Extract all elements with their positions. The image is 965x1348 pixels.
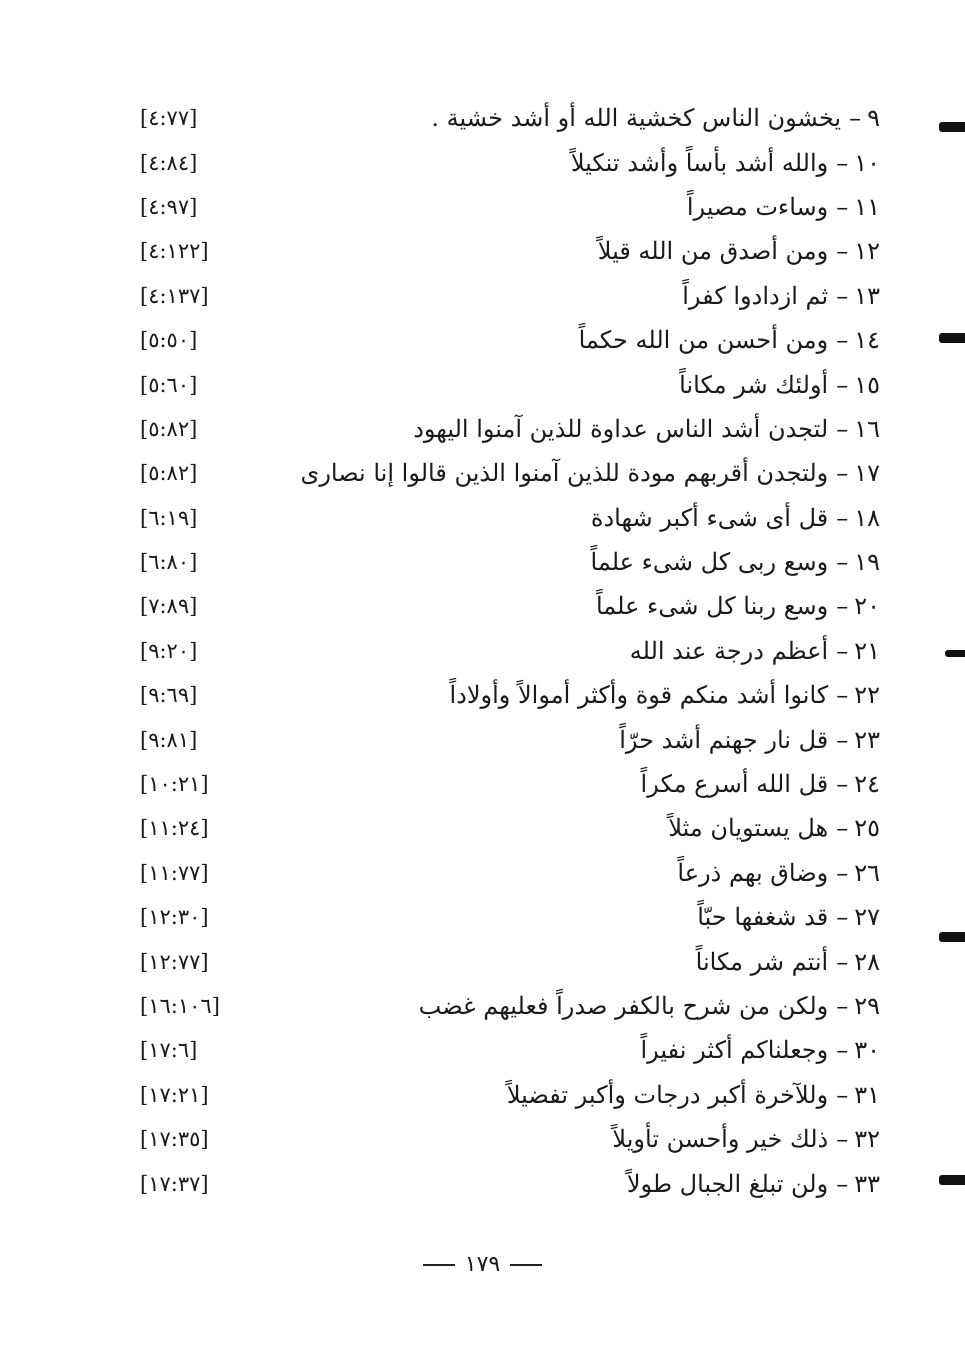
- verse-list: [140, 96, 880, 1206]
- entry-number: ٢٣: [854, 725, 880, 754]
- verse-text: قل الله أسرع مكراً: [640, 770, 829, 799]
- verse-reference: [١٢:٣٠]: [140, 905, 209, 930]
- list-item: [140, 1117, 880, 1161]
- entry-number: ١٣: [854, 281, 880, 310]
- scan-margin-mark: [939, 333, 965, 343]
- verse-text: لتجدن أشد الناس عداوة للذين آمنوا اليهود: [413, 414, 829, 443]
- verse-reference: [٥:٥٠]: [140, 328, 198, 353]
- list-item: [140, 540, 880, 584]
- verse-reference: [١٧:٢١]: [140, 1082, 209, 1107]
- list-item: [140, 629, 880, 673]
- entry-number: ٩: [867, 104, 880, 133]
- page-footer: [0, 1252, 965, 1277]
- entry-number: ١٢: [854, 237, 880, 266]
- verse-text: وسع ربنا كل شىء علماً: [595, 592, 829, 621]
- verse-reference: [٩:٢٠]: [140, 638, 198, 663]
- entry-number: ٣٠: [854, 1036, 880, 1065]
- footer-rule-right: [510, 1264, 542, 1266]
- list-item: [140, 584, 880, 628]
- verse-text-line: ١١–وساءت مصيراً: [686, 192, 880, 221]
- entry-number: ٣٢: [854, 1125, 880, 1154]
- verse-reference: [١٢:٧٧]: [140, 949, 209, 974]
- verse-reference: [١٠:٢١]: [140, 772, 209, 797]
- verse-reference: [٧:٨٩]: [140, 594, 198, 619]
- list-item: [140, 939, 880, 983]
- verse-reference: [١٧:٣٥]: [140, 1127, 209, 1152]
- entry-number: ٢٥: [854, 814, 880, 843]
- verse-text-line: ٢٢–كانوا أشد منكم قوة وأكثر أموالاً وأولاداً: [449, 681, 880, 710]
- entry-number: ١١: [854, 192, 880, 221]
- verse-text: ولتجدن أقربهم مودة للذين آمنوا الذين قالوا إنا نصارى: [300, 459, 829, 488]
- list-item: [140, 451, 880, 495]
- list-item: [140, 1161, 880, 1205]
- entry-number: ١٠: [854, 148, 880, 177]
- verse-reference: [٥:٨٢]: [140, 416, 198, 441]
- verse-text-line: ١٣–ثم ازدادوا كفراً: [682, 281, 880, 310]
- verse-text-line: ١٢–ومن أصدق من الله قيلاً: [597, 237, 880, 266]
- verse-reference: [٦:١٩]: [140, 505, 198, 530]
- entry-number: ٢٦: [854, 858, 880, 887]
- verse-text: ولكن من شرح بالكفر صدراً فعليهم غضب: [418, 992, 829, 1020]
- verse-text-line: ٢٩–ولكن من شرح بالكفر صدراً فعليهم غضب: [418, 992, 880, 1020]
- verse-text-line: ١٥–أولئك شر مكاناً: [679, 370, 880, 399]
- verse-text-line: ٢٤–قل الله أسرع مكراً: [640, 770, 880, 799]
- entry-number: ١٩: [854, 548, 880, 577]
- verse-text: وضاق بهم ذرعاً: [677, 858, 829, 887]
- verse-text-line: ٣٢–ذلك خير وأحسن تأويلاً: [612, 1125, 880, 1154]
- verse-text-line: ٢٥–هل يستويان مثلاً: [668, 814, 880, 843]
- verse-text: ومن أحسن من الله حكماً: [578, 326, 829, 355]
- verse-reference: [٤:١٣٧]: [140, 283, 209, 308]
- list-item: [140, 673, 880, 717]
- verse-reference: [١٦:١٠٦]: [140, 994, 220, 1018]
- scan-margin-mark: [939, 122, 965, 132]
- list-item: [140, 185, 880, 229]
- list-item: [140, 1028, 880, 1072]
- verse-text: كانوا أشد منكم قوة وأكثر أموالاً وأولاداً: [449, 681, 829, 710]
- entry-number: ٣١: [854, 1080, 880, 1109]
- verse-text: وساءت مصيراً: [686, 192, 829, 221]
- verse-text: ومن أصدق من الله قيلاً: [597, 237, 829, 266]
- verse-reference: [٩:٨١]: [140, 727, 198, 752]
- scan-margin-mark: [939, 1175, 965, 1185]
- verse-text-line: ١٩–وسع ربى كل شىء علماً: [590, 548, 880, 577]
- verse-text: ذلك خير وأحسن تأويلاً: [612, 1125, 829, 1154]
- verse-reference: [١٧:٦]: [140, 1038, 198, 1063]
- list-item: [140, 407, 880, 451]
- list-item: [140, 806, 880, 850]
- verse-text: أعظم درجة عند الله: [629, 636, 829, 665]
- verse-text-line: ٢٠–وسع ربنا كل شىء علماً: [595, 592, 880, 621]
- verse-text-line: ٣١–وللآخرة أكبر درجات وأكبر تفضيلاً: [506, 1080, 880, 1109]
- verse-text: ولن تبلغ الجبال طولاً: [626, 1169, 829, 1198]
- list-item: [140, 851, 880, 895]
- verse-text: وسع ربى كل شىء علماً: [590, 548, 829, 577]
- verse-text: قد شغفها حبّاً: [697, 903, 829, 932]
- verse-text: أولئك شر مكاناً: [679, 370, 829, 399]
- verse-text: هل يستويان مثلاً: [668, 814, 829, 843]
- entry-number: ٢١: [854, 636, 880, 665]
- verse-reference: [٩:٦٩]: [140, 683, 198, 708]
- list-item: [140, 274, 880, 318]
- verse-text: أنتم شر مكاناً: [695, 947, 829, 976]
- list-item: [140, 984, 880, 1028]
- scan-margin-mark: [939, 932, 965, 942]
- verse-text-line: ٣٠–وجعلناكم أكثر نفيراً: [640, 1036, 880, 1065]
- list-item: [140, 318, 880, 362]
- verse-reference: [١١:٧٧]: [140, 860, 209, 885]
- entry-number: ٣٣: [854, 1169, 880, 1198]
- list-item: [140, 140, 880, 184]
- entry-number: ٢٢: [854, 681, 880, 710]
- list-item: [140, 895, 880, 939]
- verse-reference: [٥:٦٠]: [140, 372, 198, 397]
- verse-text-line: ١٨–قل أى شىء أكبر شهادة: [590, 503, 880, 532]
- list-item: [140, 1073, 880, 1117]
- verse-text: وللآخرة أكبر درجات وأكبر تفضيلاً: [506, 1080, 829, 1109]
- list-item: [140, 229, 880, 273]
- entry-number: ٢٧: [854, 903, 880, 932]
- verse-reference: [١٧:٣٧]: [140, 1171, 209, 1196]
- list-item: [140, 762, 880, 806]
- entry-number: ١٥: [854, 370, 880, 399]
- verse-text-line: ١٧–ولتجدن أقربهم مودة للذين آمنوا الذين قالوا إنا نصارى: [300, 459, 880, 488]
- verse-reference: [٤:٧٧]: [140, 106, 198, 131]
- verse-text-line: ١٦–لتجدن أشد الناس عداوة للذين آمنوا اليهود: [413, 414, 880, 443]
- entry-number: ١٧: [854, 459, 880, 488]
- verse-reference: [٥:٨٢]: [140, 461, 198, 486]
- verse-text-line: ٩–يخشون الناس كخشية الله أو أشد خشية .: [431, 104, 880, 133]
- verse-reference: [٦:٨٠]: [140, 550, 198, 575]
- verse-reference: [٤:١٢٢]: [140, 239, 209, 264]
- entry-number: ٢٠: [854, 592, 880, 621]
- verse-text: ثم ازدادوا كفراً: [682, 281, 829, 310]
- footer-rule-left: [423, 1264, 455, 1266]
- verse-text-line: ٢٨–أنتم شر مكاناً: [695, 947, 880, 976]
- verse-text-line: ١٤–ومن أحسن من الله حكماً: [578, 326, 880, 355]
- verse-reference: [١١:٢٤]: [140, 816, 209, 841]
- entry-number: ٢٩: [854, 992, 880, 1020]
- verse-text-line: ٢٦–وضاق بهم ذرعاً: [677, 858, 880, 887]
- verse-text-line: ٣٣–ولن تبلغ الجبال طولاً: [626, 1169, 880, 1198]
- verse-text: وجعلناكم أكثر نفيراً: [640, 1036, 829, 1065]
- list-item: [140, 496, 880, 540]
- list-item: [140, 362, 880, 406]
- entry-number: ١٦: [854, 414, 880, 443]
- verse-text-line: ١٠–والله أشد بأساً وأشد تنكيلاً: [570, 148, 880, 177]
- verse-text: قل نار جهنم أشد حرّاً: [619, 725, 829, 754]
- verse-text: والله أشد بأساً وأشد تنكيلاً: [570, 148, 829, 177]
- verse-text-line: ٢٧–قد شغفها حبّاً: [697, 903, 880, 932]
- scan-margin-mark: [945, 650, 965, 657]
- page-number: ١٧٩: [464, 1252, 501, 1277]
- verse-text-line: ٢١–أعظم درجة عند الله: [629, 636, 880, 665]
- verse-reference: [٤:٨٤]: [140, 150, 198, 175]
- verse-text: يخشون الناس كخشية الله أو أشد خشية .: [431, 104, 842, 133]
- verse-text: قل أى شىء أكبر شهادة: [590, 503, 829, 532]
- list-item: [140, 717, 880, 761]
- verse-text-line: ٢٣–قل نار جهنم أشد حرّاً: [619, 725, 880, 754]
- verse-reference: [٤:٩٧]: [140, 194, 198, 219]
- entry-number: ٢٤: [854, 770, 880, 799]
- list-item: [140, 96, 880, 140]
- entry-number: ١٤: [854, 326, 880, 355]
- entry-number: ٢٨: [854, 947, 880, 976]
- entry-number: ١٨: [854, 503, 880, 532]
